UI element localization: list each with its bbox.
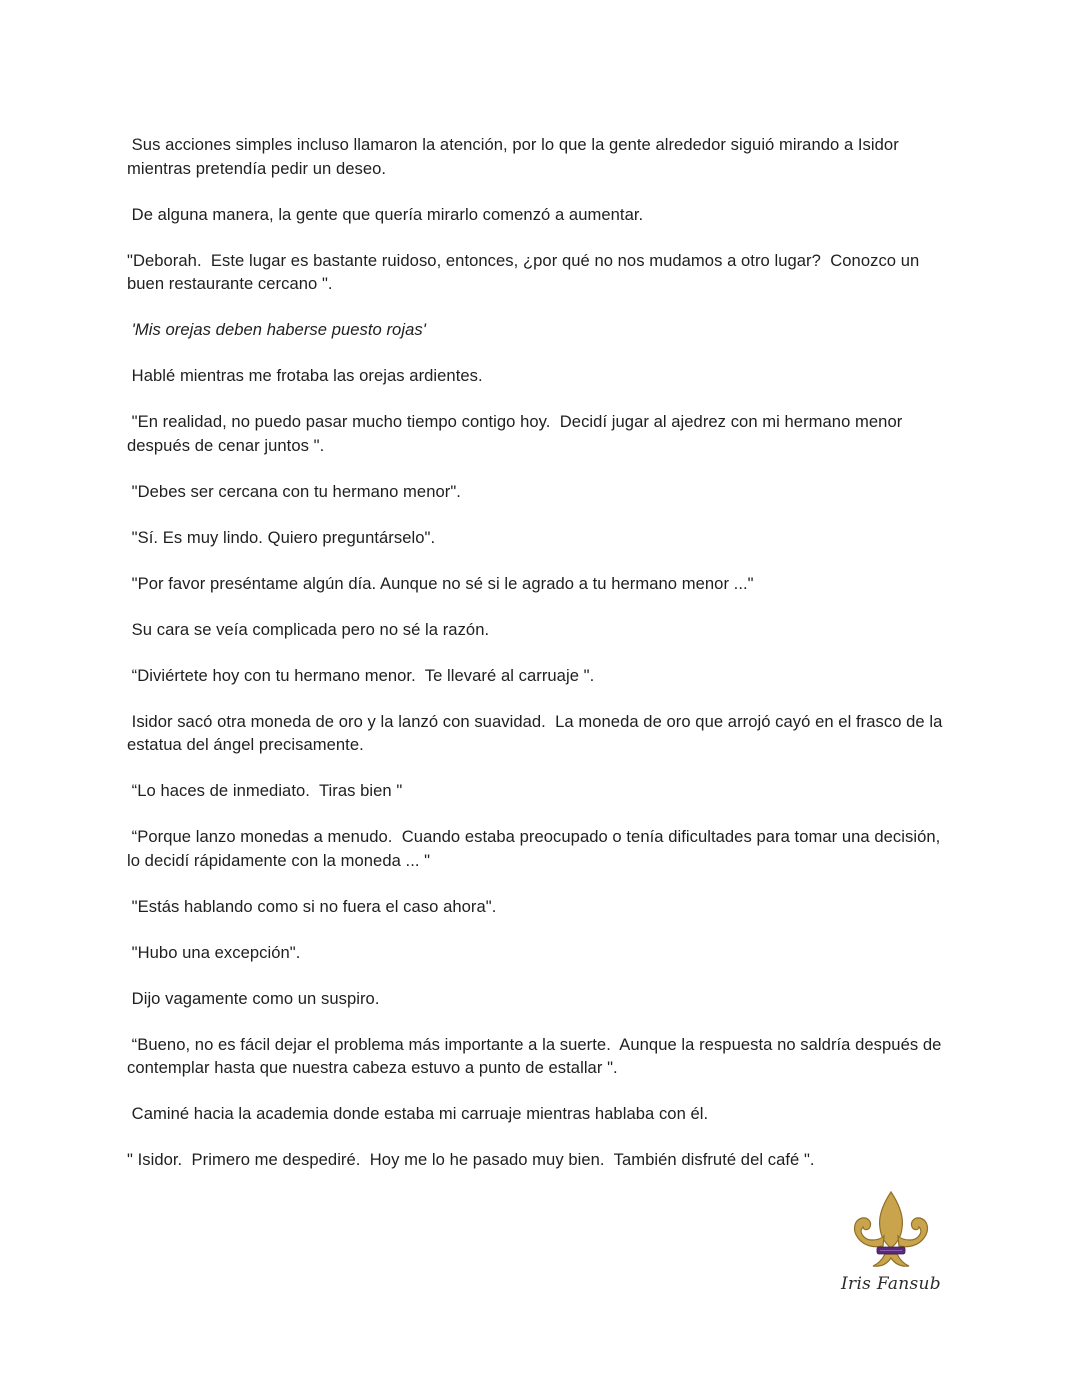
paragraph: "Sí. Es muy lindo. Quiero preguntárselo". (127, 527, 436, 547)
paragraph: "Deborah. Este lugar es bastante ruidoso, entonces, ¿por qué no nos mudamos a otro lugar? Conozco un buen restaurante cercano ". (127, 250, 924, 293)
paragraph: De alguna manera, la gente que quería mirarlo comenzó a aumentar. (127, 204, 644, 224)
paragraph: Isidor sacó otra moneda de oro y la lanzó con suavidad. La moneda de oro que arrojó cayó en el frasco de la estatua del ángel precisamente. (127, 711, 948, 754)
paragraph: Dijo vagamente como un suspiro. (127, 988, 380, 1008)
document-body (127, 133, 957, 1194)
watermark-logo (836, 1190, 946, 1302)
paragraph: "Hubo una excepción". (127, 942, 301, 962)
paragraph: Hablé mientras me frotaba las orejas ardientes. (127, 366, 483, 385)
watermark-text: Iris Fansub (841, 1274, 941, 1294)
paragraph: “Lo haces de inmediato. Tiras bien " (127, 781, 403, 800)
paragraph: "Por favor preséntame algún día. Aunque no sé si le agrado a tu hermano menor ..." (127, 573, 754, 593)
paragraph: 'Mis orejas deben haberse puesto rojas' (127, 320, 426, 339)
paragraph: “Diviértete hoy con tu hermano menor. Te llevaré al carruaje ". (127, 665, 595, 685)
paragraph: Caminé hacia la academia donde estaba mi carruaje mientras hablaba con él. (127, 1104, 709, 1123)
paragraph: Sus acciones simples incluso llamaron la atención, por lo que la gente alrededor siguió mirando a Isidor mientras pretendía pedir un deseo. (127, 135, 904, 178)
paragraph: "En realidad, no puedo pasar mucho tiempo contigo hoy. Decidí jugar al ajedrez con mi hermano menor después de cenar juntos ". (127, 412, 907, 455)
fleur-de-lis-icon (836, 1190, 946, 1274)
paragraph: " Isidor. Primero me despediré. Hoy me lo he pasado muy bien. También disfruté del café ". (127, 1150, 815, 1169)
paragraph: "Debes ser cercana con tu hermano menor". (127, 481, 461, 501)
paragraph: “Bueno, no es fácil dejar el problema más importante a la suerte. Aunque la respuesta no saldría después de contemplar hasta que nuestra cabeza estuvo a punto de estallar ". (127, 1034, 947, 1077)
paragraph: "Estás hablando como si no fuera el caso ahora". (127, 896, 497, 916)
paragraph: “Porque lanzo monedas a menudo. Cuando estaba preocupado o tenía dificultades para tomar una decisión, lo decidí rápidamente con la moneda ... " (127, 827, 945, 870)
paragraph: Su cara se veía complicada pero no sé la razón. (127, 619, 490, 639)
